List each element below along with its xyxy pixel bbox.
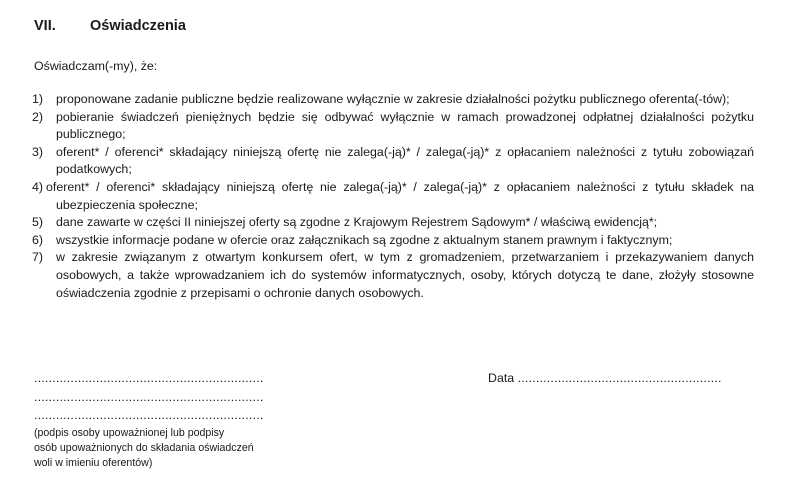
date-line: ........................................................ [517,371,722,385]
date-label: Data [488,371,515,385]
signature-block [34,369,304,471]
list-item-text: dane zawarte w części II niniejszej oferty są zgodne z Krajowym Rejestrem Sądowym* / właściwą ewidencją*; [56,215,658,230]
list-item [32,214,754,232]
list-item [32,91,754,109]
list-item-text: wszystkie informacje podane w ofercie oraz załącznikach są zgodne z aktualnym stanem prawnym i faktycznym; [56,232,673,247]
section-title: Oświadczenia [90,18,186,34]
signature-caption-line: woli w imieniu oferentów) [34,456,153,469]
section-heading [34,18,186,34]
list-item-text: oferent* / oferenci* składający niniejszą ofertę nie zalega(-ją)* / zalega(-ją)* z opłacaniem należności z tytułu zobowiązań podatkowych; [56,144,754,177]
signature-caption-line: osób upoważnionych do składania oświadczeń [34,441,254,454]
list-item [32,179,754,214]
signature-caption-line: (podpis osoby upoważnionej lub podpisy [34,426,225,439]
list-item-text: w zakresie związanym z otwartym konkursem ofert, w tym z gromadzeniem, przetwarzaniem i przekazywaniem danych osobowych, a także wprowadzaniem ich do systemów informatycznych, osoby, których dotyczą te dane, złożyły stosowne oświadczenia zgodnie z przepisami o ochronie danych osobowych. [56,250,754,300]
signature-line: ............................................................... [34,408,264,422]
list-item [32,144,754,179]
list-item-marker: 1) [32,92,44,106]
list-item [32,109,754,144]
list-item-marker: 4) [32,179,44,194]
list-item [32,232,754,250]
list-item-text: oferent* / oferenci* składający niniejszą ofertę nie zalega(-ją)* / zalega(-ją)* z opłacaniem należności z tytułu składek na ubezpieczenia społeczne; [46,179,754,212]
date-field [488,369,722,388]
declarations-list [32,91,754,302]
list-item-marker: 7) [32,250,44,265]
signature-caption [34,426,304,471]
list-item-marker: 5) [32,215,44,230]
signature-line: ............................................................... [34,371,264,385]
list-item-marker: 3) [32,144,44,159]
list-item-marker: 6) [32,232,44,247]
list-item-text: proponowane zadanie publiczne będzie realizowane wyłącznie w zakresie działalności pożytku publicznego oferenta(-tów); [56,92,730,106]
list-item-marker: 2) [32,109,44,124]
signature-line: ............................................................... [34,389,264,404]
intro-text: Oświadczam(-my), że: [34,59,158,73]
list-item [32,249,754,302]
section-number: VII. [34,18,56,34]
list-item-text: pobieranie świadczeń pieniężnych będzie się odbywać wyłącznie w ramach prowadzonej odpłatnej działalności pożytku publicznego; [56,109,754,142]
